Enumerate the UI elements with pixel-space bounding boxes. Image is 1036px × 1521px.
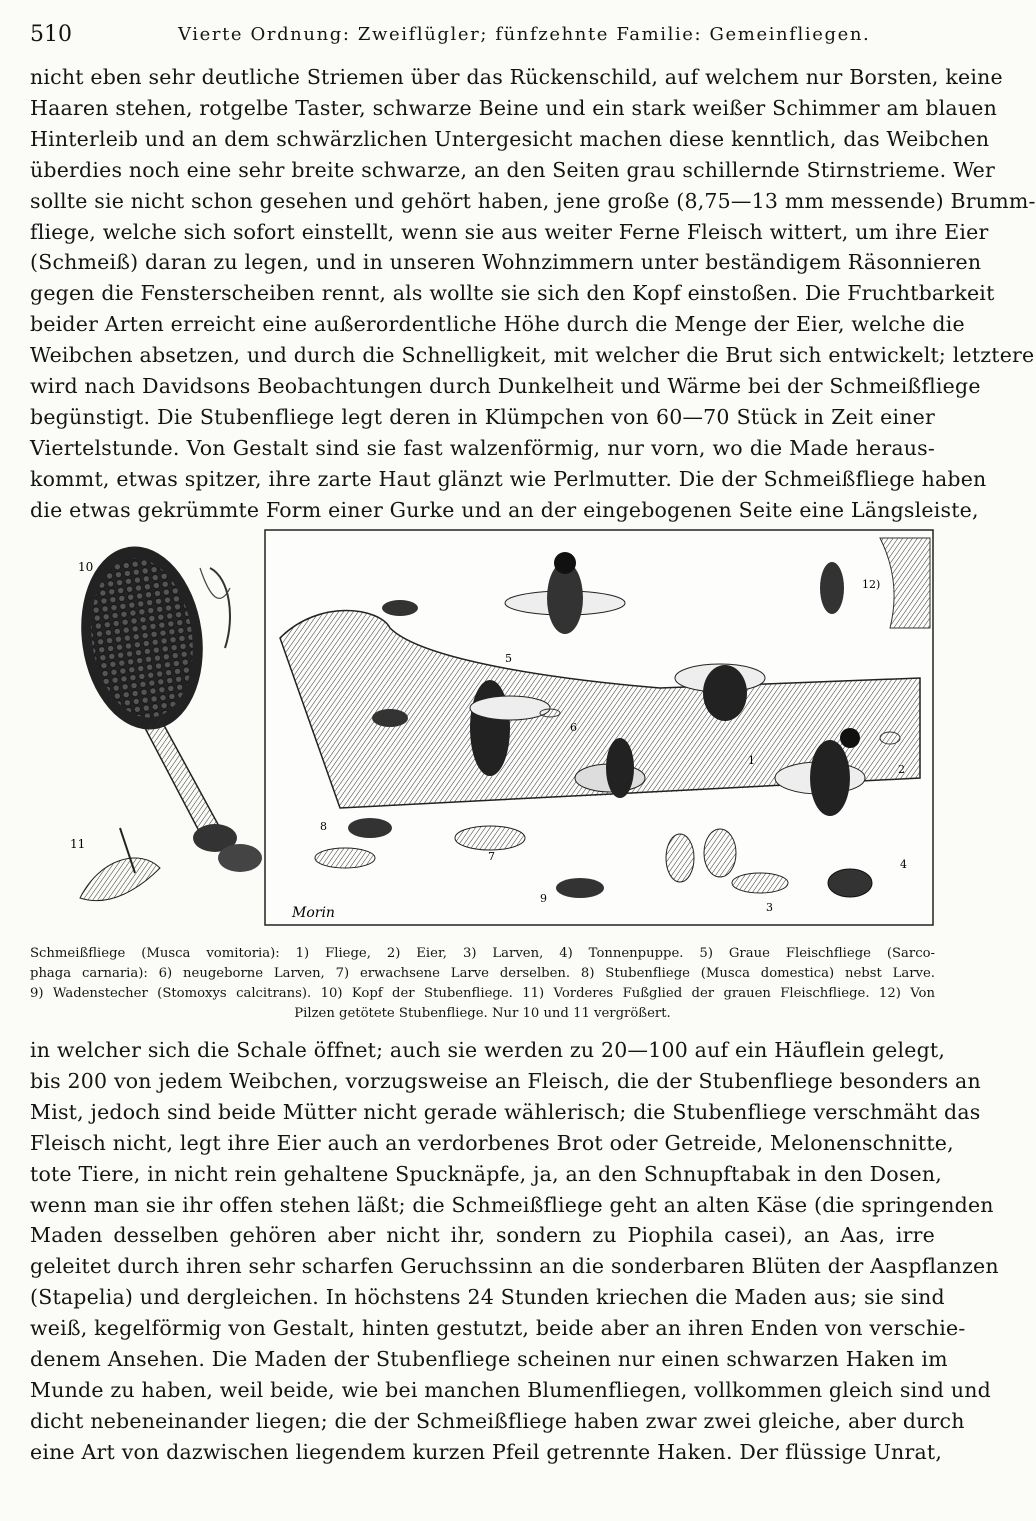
text-line: (Schmeiß) daran zu legen, und in unseren Wohnzimmern unter beständigem Räsonnieren xyxy=(30,250,982,275)
text-line: eine Art von dazwischen liegendem kurzen Pfeil getrennte Haken. Der flüssige Unrat, xyxy=(30,1439,943,1464)
illustration-svg xyxy=(60,528,935,928)
paragraph-bottom xyxy=(30,1035,999,1468)
text-line: denem Ansehen. Die Maden der Stubenfliege scheinen nur einen schwarzen Haken im xyxy=(30,1347,948,1372)
page-number: 510 xyxy=(30,22,72,47)
text-line: sollte sie nicht schon gesehen und gehört haben, jene große (8,75—13 mm messende) Brumm- xyxy=(30,188,1036,213)
fly-small-left xyxy=(372,709,408,727)
text-line: überdies noch eine sehr breite schwarze, an den Seiten grau schillernde Stirnstrieme. Wer xyxy=(30,157,995,182)
text-line: nicht eben sehr deutliche Striemen über das Rückenschild, auf welchem nur Borsten, keine xyxy=(30,65,1003,89)
text-line: Hinterleib und an dem schwärzlichen Untergesicht machen diese kenntlich, das Weibchen xyxy=(30,126,990,151)
fly-foot-drawing xyxy=(80,828,160,901)
artist-signature: Morin xyxy=(292,905,335,921)
text-line: bis 200 von jedem Weibchen, vorzugsweise an Fleisch, die der Stubenfliege besonders an xyxy=(30,1068,981,1093)
fig-label: 1 xyxy=(748,754,755,767)
text-line: Fleisch nicht, legt ihre Eier auch an verdorbenes Brot oder Getreide, Melonenschnitte, xyxy=(30,1130,954,1155)
text-line: kommt, etwas spitzer, ihre zarte Haut glänzt wie Perlmutter. Die der Schmeißfliege haben xyxy=(30,466,987,491)
fig-label: 7 xyxy=(488,850,495,863)
text-line: Maden desselben gehören aber nicht ihr, sondern zu Piophila casei), an Aas, irre xyxy=(30,1223,935,1248)
fig-label: 2 xyxy=(898,763,905,776)
text-line: tote Tiere, in nicht rein gehaltene Spucknäpfe, ja, an den Schnupftabak in den Dosen, xyxy=(30,1161,943,1186)
caption-line: phaga carnaria): 6) neugeborne Larven, 7) erwachsene Larve derselben. 8) Stubenfliege (Musca domestica) nebst Larve. xyxy=(30,966,935,981)
text-line: (Stapelia) und dergleichen. In höchstens 24 Stunden kriechen die Maden aus; sie sind xyxy=(30,1285,945,1310)
insect-illustration xyxy=(60,528,935,928)
fig-label: 11 xyxy=(70,837,86,851)
text-line: fliege, welche sich sofort einstellt, wenn sie aus weiter Ferne Fleisch wittert, um ihre Eier xyxy=(30,219,989,244)
text-line: in welcher sich die Schale öffnet; auch sie werden zu 20—100 auf ein Häuflein gelegt, xyxy=(30,1038,946,1062)
text-line: Viertelstunde. Von Gestalt sind sie fast walzenförmig, nur vorn, wo die Made heraus- xyxy=(30,435,935,460)
text-line: Mist, jedoch sind beide Mütter nicht gerade wählerisch; die Stubenfliege verschmäht das xyxy=(30,1099,981,1124)
text-line: die etwas gekrümmte Form einer Gurke und an der eingebogenen Seite eine Längsleiste, xyxy=(30,497,979,522)
text-line: Weibchen absetzen, und durch die Schnelligkeit, mit welcher die Brut sich entwickelt; letztere xyxy=(30,343,1035,368)
fly-head-drawing xyxy=(70,539,262,872)
text-line: gegen die Fensterscheiben rennt, als wollte sie sich den Kopf einstoßen. Die Fruchtbarkeit xyxy=(30,281,995,306)
fig-label: 6 xyxy=(570,721,577,734)
text-line: Haaren stehen, rotgelbe Taster, schwarze Beine und ein stark weißer Schimmer am blauen xyxy=(30,95,997,120)
caption-line: 9) Wadenstecher (Stomoxys calcitrans). 10) Kopf der Stubenfliege. 11) Vorderes Fußglied der grauen Fleischfliege. 12) Von xyxy=(30,986,935,1001)
text-line: wird nach Davidsons Beobachtungen durch Dunkelheit und Wärme bei der Schmeißfliege xyxy=(30,374,981,399)
figure-caption xyxy=(30,944,935,1024)
paragraph-top xyxy=(30,62,1036,526)
fig-label: 8 xyxy=(320,820,327,833)
fly-8 xyxy=(348,818,392,838)
fly-small-top xyxy=(382,600,418,616)
fig-label: 12) xyxy=(862,578,881,591)
fig-label: 3 xyxy=(766,901,773,914)
text-line: geleitet durch ihren sehr scharfen Geruchssinn an die sonderbaren Blüten der Aaspflanzen xyxy=(30,1254,999,1279)
caption-line: Pilzen getötete Stubenfliege. Nur 10 und 11 vergrößert. xyxy=(294,1006,671,1021)
fly-9 xyxy=(556,878,604,898)
fig-label: 9 xyxy=(540,892,547,905)
text-line: beider Arten erreicht eine außerordentliche Höhe durch die Menge der Eier, welche die xyxy=(30,312,965,337)
text-line: dicht nebeneinander liegen; die der Schmeißfliege haben zwar zwei gleiche, aber durch xyxy=(30,1408,965,1433)
text-line: wenn man sie ihr offen stehen läßt; die Schmeißfliege geht an alten Käse (die springenden xyxy=(30,1192,994,1217)
caption-line: Schmeißfliege (Musca vomitoria): 1) Fliege, 2) Eier, 3) Larven, 4) Tonnenpuppe. 5) Graue Fleischfliege (Sarco- xyxy=(30,946,935,961)
fig-label: 4 xyxy=(900,858,907,871)
fig-label: 5 xyxy=(505,652,512,665)
text-line: begünstigt. Die Stubenfliege legt deren in Klümpchen von 60—70 Stück in Zeit einer xyxy=(30,404,935,429)
page-header xyxy=(30,14,935,54)
fig-label: 10 xyxy=(78,560,94,574)
running-title: Vierte Ordnung: Zweiflügler; fünfzehnte Familie: Gemeinfliegen. xyxy=(178,24,871,45)
text-line: Munde zu haben, weil beide, wie bei manchen Blumenfliegen, vollkommen gleich sind und xyxy=(30,1377,991,1402)
text-line: weiß, kegelförmig von Gestalt, hinten gestutzt, beide aber an ihren Enden von verschie- xyxy=(30,1316,966,1341)
fly-12 xyxy=(820,562,844,614)
